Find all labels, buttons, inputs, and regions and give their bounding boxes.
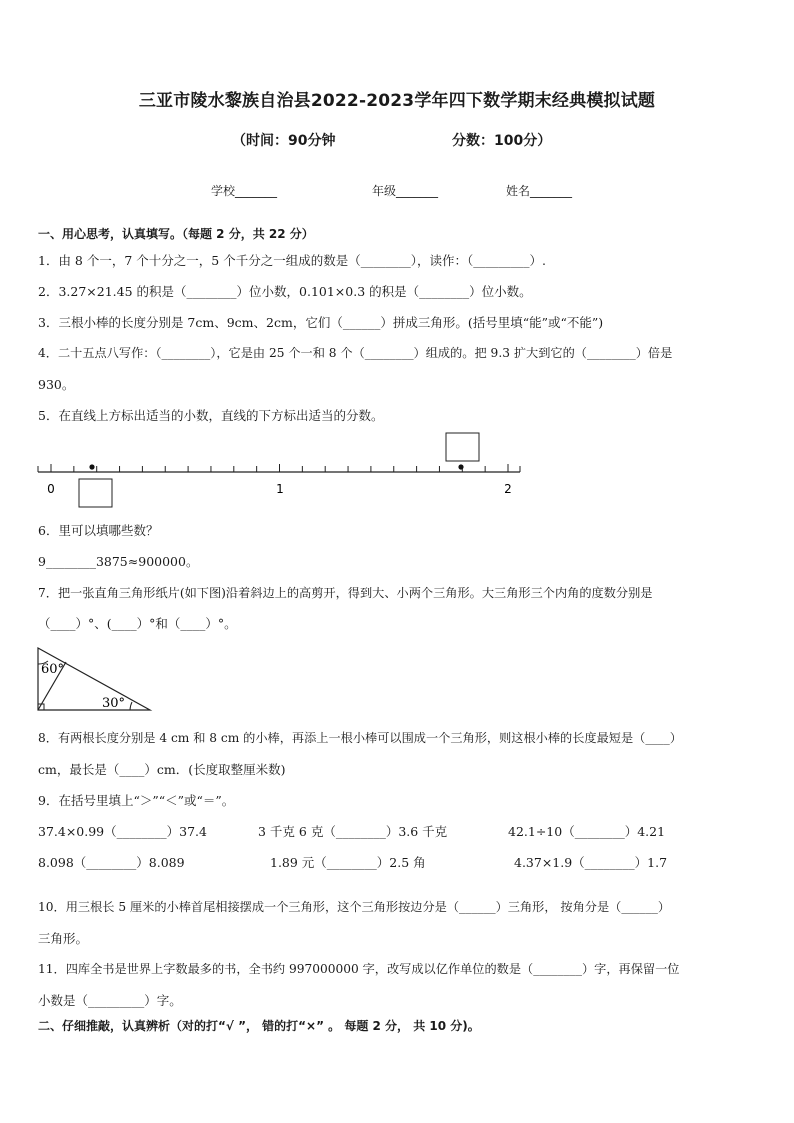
answer-box-bottom — [79, 479, 112, 507]
question-1: 1．由 8 个一，7 个十分之一，5 个千分之一组成的数是（________），读作：（_________）. — [38, 253, 546, 268]
compare-item-6: 4.37×1.9（________）1.7 — [514, 855, 668, 870]
tick-label-2: 2 — [504, 482, 512, 496]
compare-item-1: 37.4×0.99（________）37.4 — [38, 824, 207, 839]
grade-field: 年级_______ — [372, 184, 439, 198]
compare-item-4: 8.098（________）8.089 — [38, 855, 185, 870]
question-7-line1: 7．把一张直角三角形纸片(如下图)沿着斜边上的高剪开，得到大、小两个三角形。大三角形三个内角的度数分别是 — [38, 586, 653, 600]
question-8-line1: 8．有两根长度分别是 4 cm 和 8 cm 的小棒，再添上一根小棒可以围成一个三角形，则这根小棒的长度最短是（____） — [38, 731, 682, 745]
tick-label-1: 1 — [276, 482, 284, 496]
question-10-line1: 10．用三根长 5 厘米的小棒首尾相接摆成一个三角形，这个三角形按边分是（______）三角形， 按角分是（______） — [38, 900, 671, 914]
compare-item-3: 42.1÷10（________）4.21 — [508, 824, 666, 839]
question-6-line2: 9________3875≈900000。 — [38, 554, 199, 569]
question-8-line2: cm，最长是（____）cm．(长度取整厘米数) — [38, 762, 286, 777]
question-5: 5．在直线上方标出适当的小数，直线的下方标出适当的分数。 — [38, 408, 384, 423]
exam-score: 分数：100分） — [452, 133, 552, 149]
tick-label-0: 0 — [47, 482, 55, 496]
question-2: 2．3.27×21.45 的积是（________）位小数，0.101×0.3 的积是（________）位小数。 — [38, 284, 532, 299]
question-4-line2: 930。 — [38, 377, 75, 392]
page-title: 三亚市陵水黎族自治县2022-2023学年四下数学期末经典模拟试题 — [138, 91, 656, 111]
question-9: 9．在括号里填上“＞”“＜”或“＝”。 — [38, 793, 235, 808]
compare-item-5: 1.89 元（________）2.5 角 — [270, 855, 426, 870]
exam-time: （时间：90分钟 — [232, 133, 336, 149]
name-field: 姓名_______ — [506, 184, 573, 198]
number-line-ticks — [38, 464, 520, 472]
question-7-line2: （____）°、(____）°和（____）°。 — [38, 616, 237, 631]
section1-heading: 一、用心思考，认真填写。（每题 2 分，共 22 分） — [38, 227, 314, 241]
compare-item-2: 3 千克 6 克（________）3.6 千克 — [258, 824, 448, 839]
school-field: 学校_______ — [211, 184, 278, 198]
answer-box-top — [446, 433, 479, 461]
angle-label-30: 30° — [102, 696, 126, 711]
angle-label-60: 60° — [41, 662, 65, 677]
section2-heading: 二、仔细推敲，认真辨析（对的打“√ ”， 错的打“×” 。 每题 2 分， 共 10 分)。 — [38, 1019, 480, 1033]
question-3: 3．三根小棒的长度分别是 7cm、9cm、2cm，它们（______）拼成三角形。(括号里填“能”或“不能”) — [38, 315, 604, 330]
point-marker-right — [458, 464, 463, 469]
number-line — [30, 428, 530, 510]
question-10-line2: 三角形。 — [38, 931, 89, 946]
right-triangle-figure — [34, 644, 156, 714]
point-marker-left — [89, 464, 94, 469]
question-11-line2: 小数是（_________）字。 — [38, 993, 182, 1008]
question-4-line1: 4．二十五点八写作：（________），它是由 25 个一和 8 个（________）组成的。把 9.3 扩大到它的（________）倍是 — [38, 346, 673, 360]
question-11-line1: 11．四库全书是世界上字数最多的书，全书约 997000000 字，改写成以亿作单位的数是（________）字，再保留一位 — [38, 962, 680, 976]
question-6: 6．里可以填哪些数？ — [38, 523, 159, 538]
